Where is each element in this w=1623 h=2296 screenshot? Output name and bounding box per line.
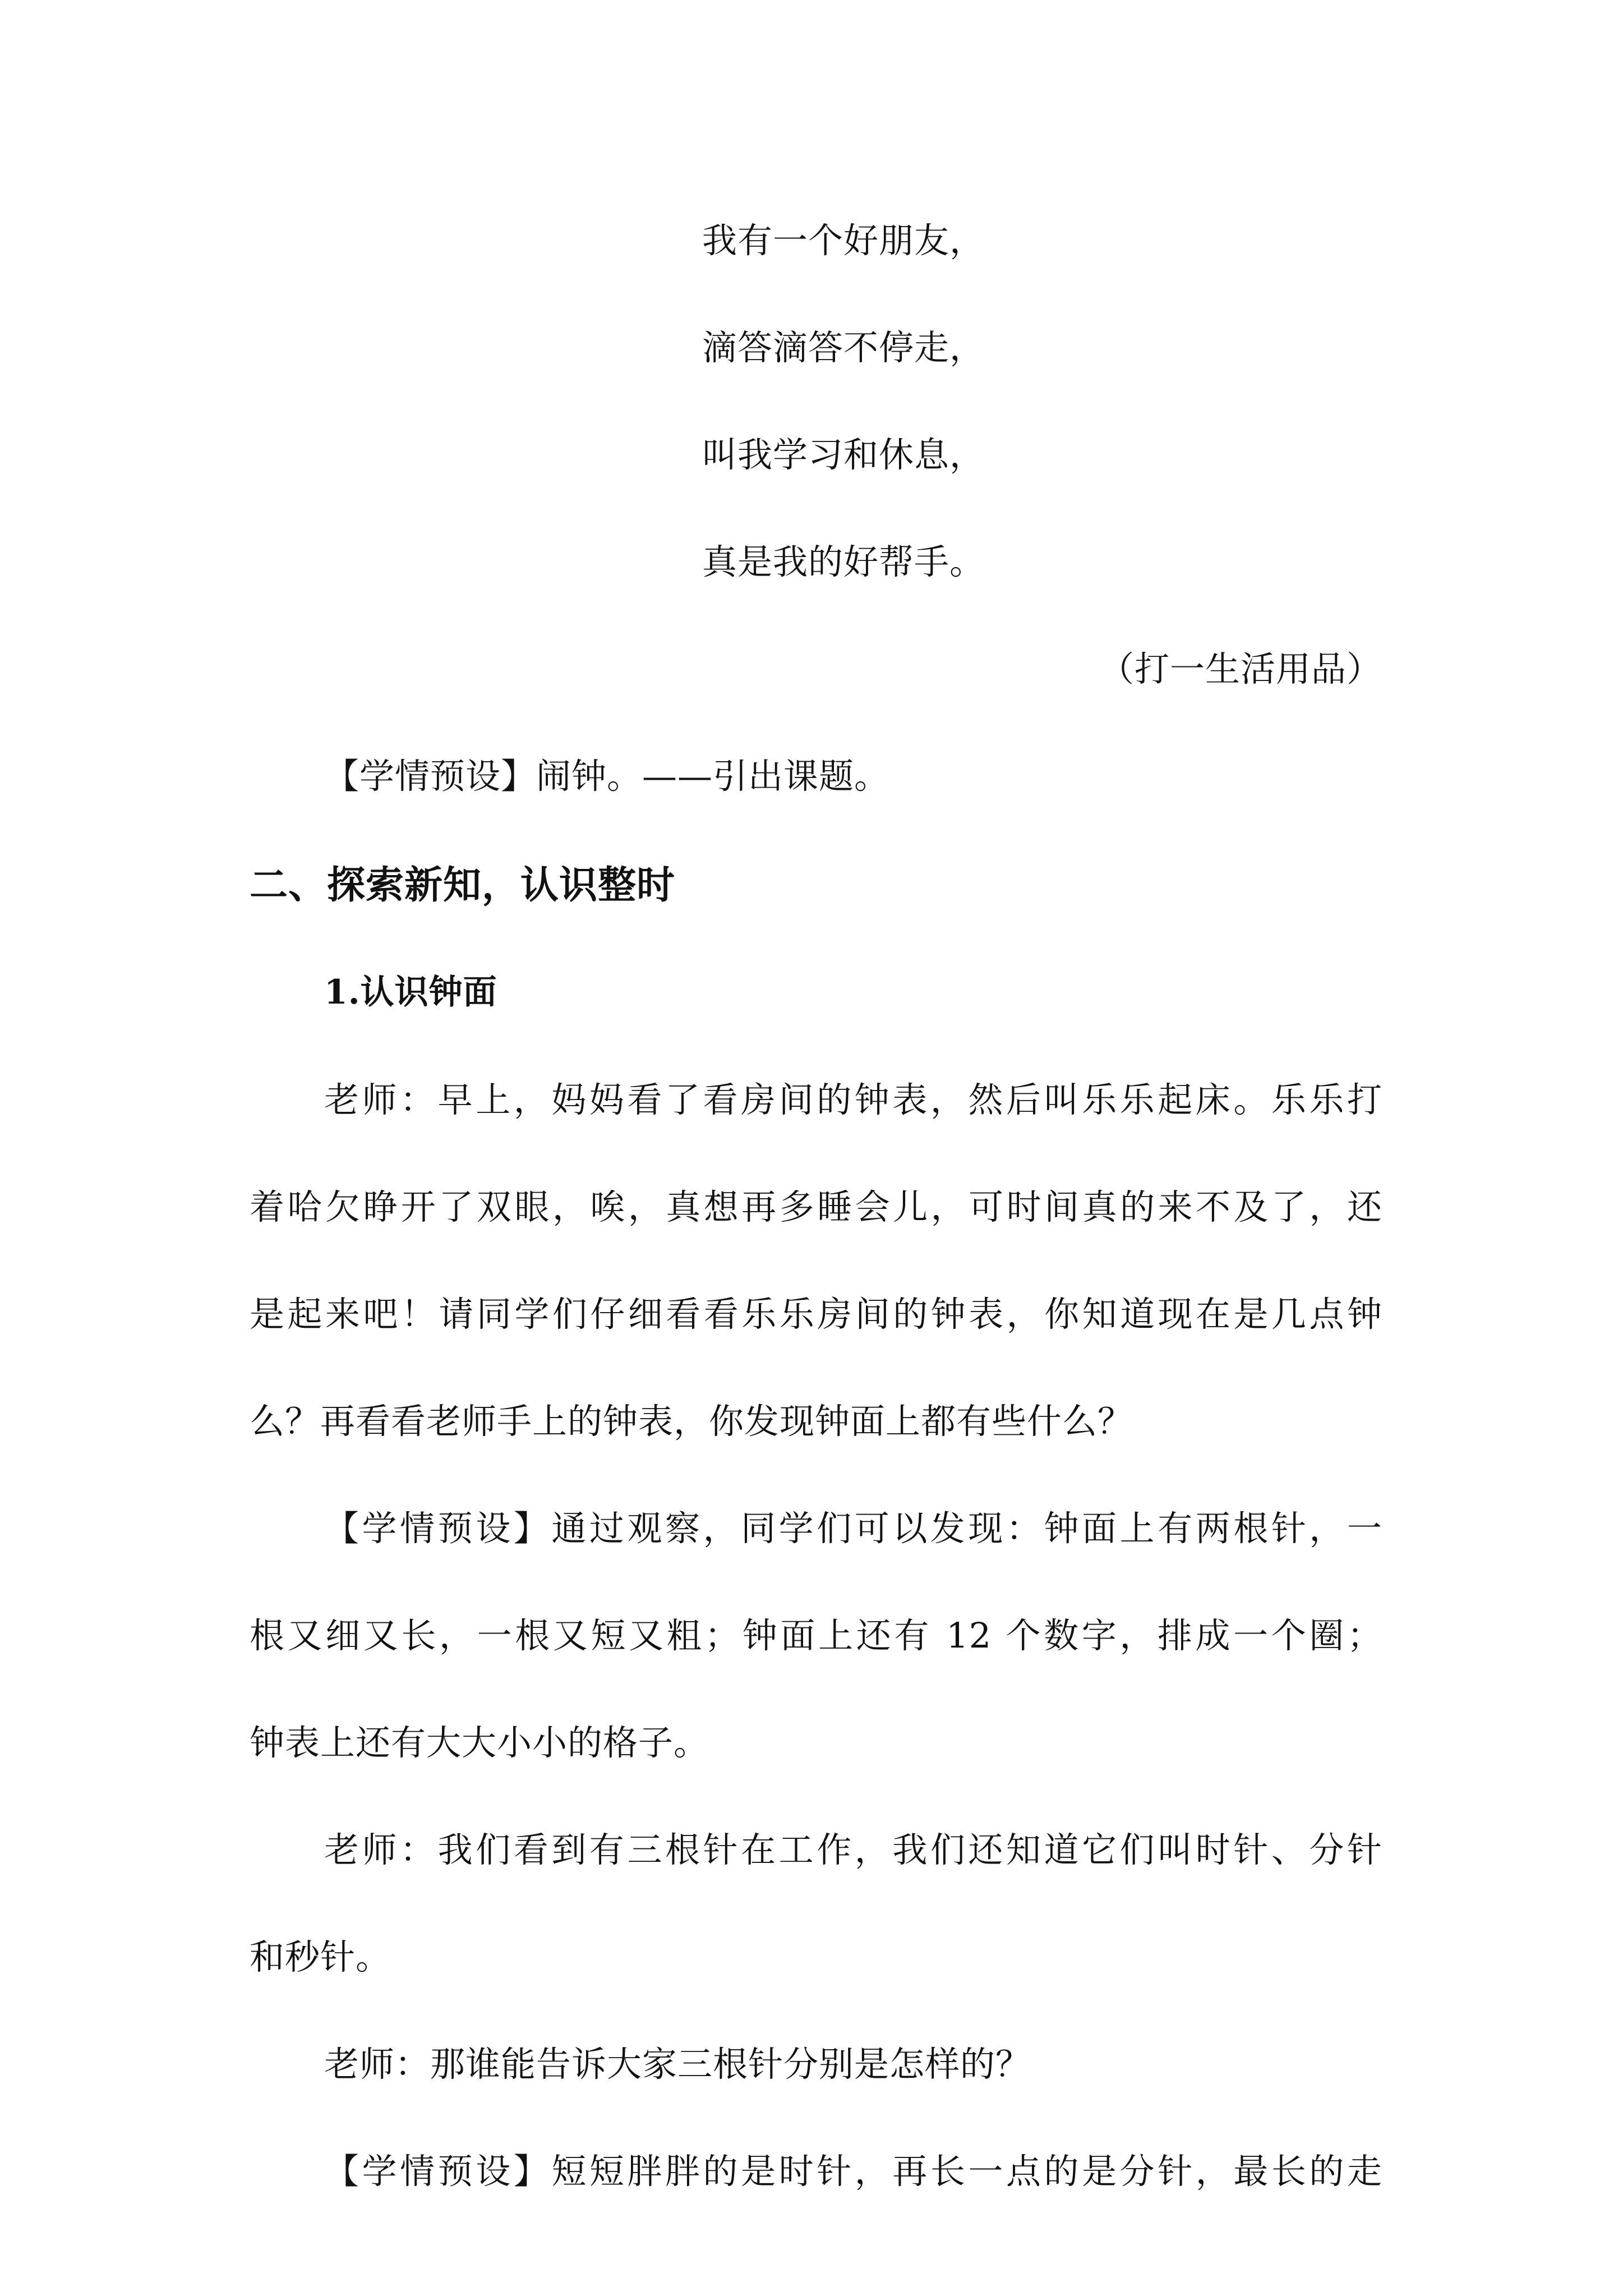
paragraph-line: 么？再看看老师手上的钟表，你发现钟面上都有些什么？ <box>250 1401 1133 1442</box>
section-title: 二、探索新知，认识整时 <box>250 863 676 908</box>
paragraph-line: 是起来吧！请同学们仔细看看乐乐房间的钟表，你知道现在是几点钟 <box>250 1294 1382 1335</box>
paragraph-line: 老师：我们看到有三根针在工作，我们还知道它们叫时针、分针 <box>324 1829 1382 1870</box>
learning-preset: 【学情预设】闹钟。——引出课题。 <box>324 756 890 797</box>
subsection-title: 1.认识钟面 <box>324 973 497 1012</box>
riddle-line: 叫我学习和休息， <box>702 434 985 475</box>
paragraph-line: 根又细又长，一根又短又粗；钟面上还有 12 个数字，排成一个圈； <box>250 1615 1382 1656</box>
paragraph-line: 【学情预设】通过观察，同学们可以发现：钟面上有两根针，一 <box>324 1508 1382 1549</box>
paragraph-line: 着哈欠睁开了双眼，唉，真想再多睡会儿，可时间真的来不及了，还 <box>250 1186 1382 1227</box>
riddle-line: 我有一个好朋友， <box>702 220 985 261</box>
paragraph-line: 和秒针。 <box>250 1936 391 1977</box>
paragraph-line: 【学情预设】短短胖胖的是时针，再长一点的是分针，最长的走 <box>324 2151 1382 2192</box>
riddle-line: 真是我的好帮手。 <box>702 541 985 582</box>
paragraph-line: 老师：早上，妈妈看了看房间的钟表，然后叫乐乐起床。乐乐打 <box>324 1079 1382 1120</box>
paragraph-line: 老师：那谁能告诉大家三根针分别是怎样的？ <box>324 2044 1031 2085</box>
riddle-line: 滴答滴答不停走， <box>702 327 985 368</box>
riddle-hint: （打一生活用品） <box>1099 648 1382 689</box>
paragraph-line: 钟表上还有大大小小的格子。 <box>250 1722 709 1763</box>
